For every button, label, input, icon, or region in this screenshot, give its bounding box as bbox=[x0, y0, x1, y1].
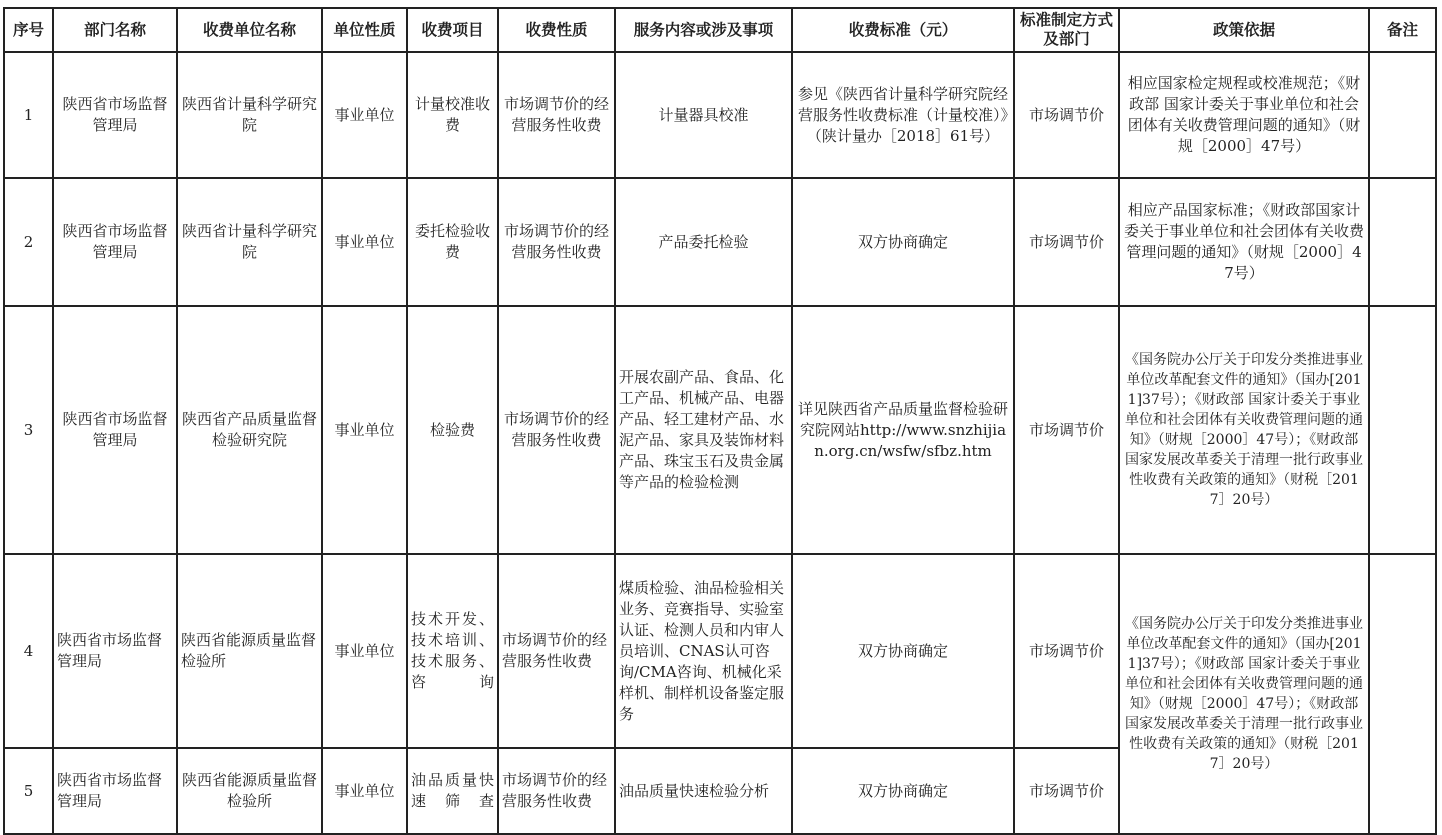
header-fee-item: 收费项目 bbox=[407, 8, 498, 52]
cell-seq: 3 bbox=[4, 306, 53, 554]
table-row bbox=[4, 554, 1436, 748]
cell-fee-item: 油品质量快速筛查 bbox=[407, 748, 498, 834]
cell-department: 陕西省市场监督管理局 bbox=[53, 52, 177, 178]
cell-standard: 双方协商确定 bbox=[792, 178, 1014, 306]
cell-fee-nature: 市场调节价的经营服务性收费 bbox=[498, 554, 615, 748]
fee-table bbox=[3, 7, 1437, 835]
cell-fee-item: 检验费 bbox=[407, 306, 498, 554]
cell-department: 陕西省市场监督管理局 bbox=[53, 554, 177, 748]
cell-unit-name: 陕西省产品质量监督检验研究院 bbox=[177, 306, 322, 554]
cell-seq: 5 bbox=[4, 748, 53, 834]
cell-fee-nature: 市场调节价的经营服务性收费 bbox=[498, 52, 615, 178]
cell-department: 陕西省市场监督管理局 bbox=[53, 306, 177, 554]
table-row bbox=[4, 178, 1436, 306]
cell-unit-nature: 事业单位 bbox=[322, 306, 407, 554]
table-row bbox=[4, 306, 1436, 554]
cell-service: 开展农副产品、食品、化工产品、机械产品、电器产品、轻工建材产品、水泥产品、家具及装饰材料产品、珠宝玉石及贵金属等产品的检验检测 bbox=[615, 306, 792, 554]
cell-service: 产品委托检验 bbox=[615, 178, 792, 306]
cell-policy: 相应国家检定规程或校准规范；《财政部 国家计委关于事业单位和社会团体有关收费管理问题的通知》（财规［2000］47号） bbox=[1119, 52, 1369, 178]
header-unit-nature: 单位性质 bbox=[322, 8, 407, 52]
cell-fee-nature: 市场调节价的经营服务性收费 bbox=[498, 178, 615, 306]
cell-policy: 相应产品国家标准；《财政部国家计委关于事业单位和社会团体有关收费管理问题的通知》（财规［2000］47号） bbox=[1119, 178, 1369, 306]
cell-remark bbox=[1369, 554, 1436, 834]
header-standard: 收费标准（元） bbox=[792, 8, 1014, 52]
cell-fee-item: 委托检验收费 bbox=[407, 178, 498, 306]
cell-unit-nature: 事业单位 bbox=[322, 554, 407, 748]
header-policy: 政策依据 bbox=[1119, 8, 1369, 52]
cell-method: 市场调节价 bbox=[1014, 178, 1119, 306]
cell-seq: 4 bbox=[4, 554, 53, 748]
cell-unit-name: 陕西省计量科学研究院 bbox=[177, 178, 322, 306]
cell-service: 煤质检验、油品检验相关业务、竞赛指导、实验室认证、检测人员和内审人员培训、CNAS认可咨询/CMA咨询、机械化采样机、制样机设备鉴定服务 bbox=[615, 554, 792, 748]
cell-seq: 1 bbox=[4, 52, 53, 178]
cell-service: 油品质量快速检验分析 bbox=[615, 748, 792, 834]
cell-method: 市场调节价 bbox=[1014, 748, 1119, 834]
cell-standard: 参见《陕西省计量科学研究院经营服务性收费标准（计量校准）》（陕计量办［2018］61号） bbox=[792, 52, 1014, 178]
cell-unit-name: 陕西省能源质量监督检验所 bbox=[177, 748, 322, 834]
cell-service: 计量器具校准 bbox=[615, 52, 792, 178]
cell-remark bbox=[1369, 52, 1436, 178]
cell-standard: 双方协商确定 bbox=[792, 554, 1014, 748]
cell-unit-nature: 事业单位 bbox=[322, 178, 407, 306]
header-remark: 备注 bbox=[1369, 8, 1436, 52]
cell-fee-nature: 市场调节价的经营服务性收费 bbox=[498, 306, 615, 554]
cell-method: 市场调节价 bbox=[1014, 554, 1119, 748]
cell-method: 市场调节价 bbox=[1014, 306, 1119, 554]
cell-unit-nature: 事业单位 bbox=[322, 52, 407, 178]
cell-method: 市场调节价 bbox=[1014, 52, 1119, 178]
cell-standard: 详见陕西省产品质量监督检验研究院网站http://www.snzhijian.org.cn/wsfw/sfbz.htm bbox=[792, 306, 1014, 554]
cell-policy: 《国务院办公厅关于印发分类推进事业单位改革配套文件的通知》（国办[2011]37号）；《财政部 国家计委关于事业单位和社会团体有关收费管理问题的通知》（财规［2000］47号）；《财政部国家发展改革委关于清理一批行政事业性收费有关政策的通知》（财税［2017］20号） bbox=[1119, 554, 1369, 834]
cell-standard: 双方协商确定 bbox=[792, 748, 1014, 834]
header-row bbox=[4, 8, 1436, 52]
cell-remark bbox=[1369, 178, 1436, 306]
cell-department: 陕西省市场监督管理局 bbox=[53, 178, 177, 306]
header-fee-nature: 收费性质 bbox=[498, 8, 615, 52]
header-seq: 序号 bbox=[4, 8, 53, 52]
cell-remark bbox=[1369, 306, 1436, 554]
header-unit-name: 收费单位名称 bbox=[177, 8, 322, 52]
header-method: 标准制定方式及部门 bbox=[1014, 8, 1119, 52]
header-department: 部门名称 bbox=[53, 8, 177, 52]
cell-seq: 2 bbox=[4, 178, 53, 306]
cell-fee-nature: 市场调节价的经营服务性收费 bbox=[498, 748, 615, 834]
cell-unit-name: 陕西省计量科学研究院 bbox=[177, 52, 322, 178]
cell-unit-name: 陕西省能源质量监督检验所 bbox=[177, 554, 322, 748]
cell-policy: 《国务院办公厅关于印发分类推进事业单位改革配套文件的通知》（国办[2011]37号）；《财政部 国家计委关于事业单位和社会团体有关收费管理问题的通知》（财规［2000］47号）；《财政部国家发展改革委关于清理一批行政事业性收费有关政策的通知》（财税［2017］20号） bbox=[1119, 306, 1369, 554]
cell-fee-item: 技术开发、技术培训、技术服务、咨询 bbox=[407, 554, 498, 748]
cell-department: 陕西省市场监督管理局 bbox=[53, 748, 177, 834]
cell-fee-item: 计量校准收费 bbox=[407, 52, 498, 178]
cell-unit-nature: 事业单位 bbox=[322, 748, 407, 834]
header-service: 服务内容或涉及事项 bbox=[615, 8, 792, 52]
table-row bbox=[4, 52, 1436, 178]
